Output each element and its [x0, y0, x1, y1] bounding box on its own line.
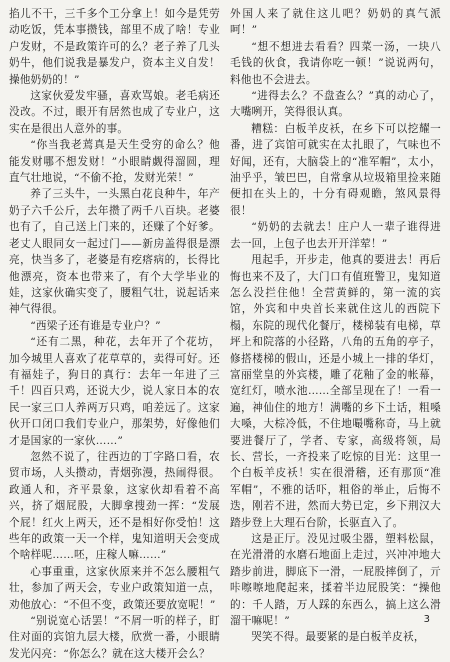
paragraph: 心事重重，这家伙原来并不怎么腰粗气壮，参加了两天会，专业户政策知道一点，劝他放心：“不但不变，政策还要放宽呢！”: [9, 565, 220, 611]
paragraph: “西梁子还有谁是专业户？”: [30, 319, 161, 332]
paragraph: “还有二黑，种花，去年开了个花坊，加今城里人喜欢了花草草的，卖得可好。还有福娃子，狗日的真行：去年一年进了三千！四百只鸡，还说大少，说人家日本的农民一家三口人养两万只鸡，咱差远了。这家伙开口闭口我们专业户，那架势，好像他们才是国家的一家伙……”: [9, 336, 220, 447]
paragraph: 这是正厅。没见过吸尘器，塑料松鼠，在光滑滑的水磨石地面上走过，兴冲冲地大踏步前进，脚底下一滑，一屁股摔倒了，亓咔嚓嚓地爬起来，揉着半边屁股笑：“操他的：千人踏，万人踩的东西么，搞上这么滑溜干嘛呢！”: [230, 533, 441, 628]
paragraph: 掐儿不干，三千多个工分拿上！如今是凭劳动吃饭，凭本事攒钱，部里不成了啥！专业户发财，不是政策许可的么？老子养了几头奶牛，他们说我是暴发户，资本主义自发！操他奶奶的！”: [9, 8, 220, 86]
text-columns: [9, 6, 442, 660]
paragraph: “想不想进去看看？四菜一汤，一块八毛钱的伙食，我请你吃一顿！”说说两句，料他也不会进去。: [230, 40, 441, 86]
paragraph: 哭笑不得。最要紧的是白板羊皮袄，: [251, 631, 425, 644]
paragraph: “别说宽心话罢！”不屑一听的样子，盯住对面的宾馆九层大楼，欣赏一番，小眼睛发光闪亮：“你怎么？就在这大楼开会么？: [9, 615, 220, 660]
left-column: [9, 6, 220, 660]
paragraph: “进得去么？不盘查么？”真的动心了，大嘴咧开，笑得很认真。: [230, 90, 441, 119]
paragraph: “奶奶的去就去！庄户人一辈子谁得进去一回，上包子也去开开洋荤！”: [230, 221, 441, 250]
page-number: 3: [423, 614, 430, 625]
paragraph: 这家伙爱发牢骚，喜欢骂娘。老毛病还没改。不过，眼开有居然也成了专业户，这实在是很出人意外的事。: [9, 90, 220, 135]
right-column: [230, 6, 441, 644]
paragraph: 糟糕：白板羊皮袄，在乡下可以挖耀一番，进了宾馆可就实在太扎眼了，气味也不好闻，还有，大脑袋上的“准军帽”，太小，油乎乎，皱巴巴，自常拿从垃圾箱里捡来随便扣在头上的，十分有碍观瞻，煞风景得很！: [230, 122, 441, 217]
paragraph: 忽然不说了，往西边的丁字路口看，农贸市场，人头攒动，青烟弥漫，热闹得很。政通人和，齐平景象，这家伙却看着不高兴，挤了烟屁股，大脚拿搜劲一挥：“发展个屁！红火上两天，还不是相好你受怕！这些年的政策一天一个样，鬼知道明天会变成个啥样呢……呸，庄稼人嘛……”: [9, 450, 220, 562]
paragraph: 养了三头牛，一头黑白花良种牛，年产奶子六千公斤，去年攒了两千八百块。老婆也有了，自己送上门来的，还赚了个好爹。老丈人眼同女一起过门——新房盖得很是漂亮，快当多了，老婆是有疙瘩病的，长得比他漂亮，资本也带来了，有个大学毕业的娃，这家伙确实变了，腰粗气壮，说起话来神气得很。: [9, 188, 220, 316]
paragraph: “你当我老蔫真是天生受穷的命么？他能发财哪不想发财！”小眼睛觑得溜圆，理直气壮地说，“不偷不抢，发财光荣！”: [9, 139, 220, 185]
paragraph: 外国人来了就住这儿吧？奶奶的真气派呵！”: [230, 8, 441, 37]
paragraph: 甩起手，开步走，他真的要进去！再后悔也来不及了，大门口有值班警卫，鬼知道怎么没拦住他！全营黄鲜的，第一流的宾馆，外宾和中央首长来就住这儿的西院下榻，东院的现代化餐厅，楼梯装有电梯，草坪上和院落的小径路，八角的五角的亭子，修搭楼梯的假山，还是小城上一排的华灯，富丽堂皇的外宾楼，雕了花釉了金的帐幕，宽红灯，喷水池……全部呈现在了！一看一遍，神仙住的地方！满嘴的乡下土话，粗嗓大嗓，大棕冷低，不住地嘬嘴称奇，马上就要进餐厅了，学者、专家，高级将领，局长、营长，一齐投来了吃惊的目光：这里一个白板羊皮袄！实在很滑稽，还有那顶“准军帽”，不雅的话吓，粗俗的举止，后悔不迭，刚若不进，然而大势已定，乡下荆汉大踏步登上大理石台阶，长驱直入了。: [230, 254, 441, 529]
